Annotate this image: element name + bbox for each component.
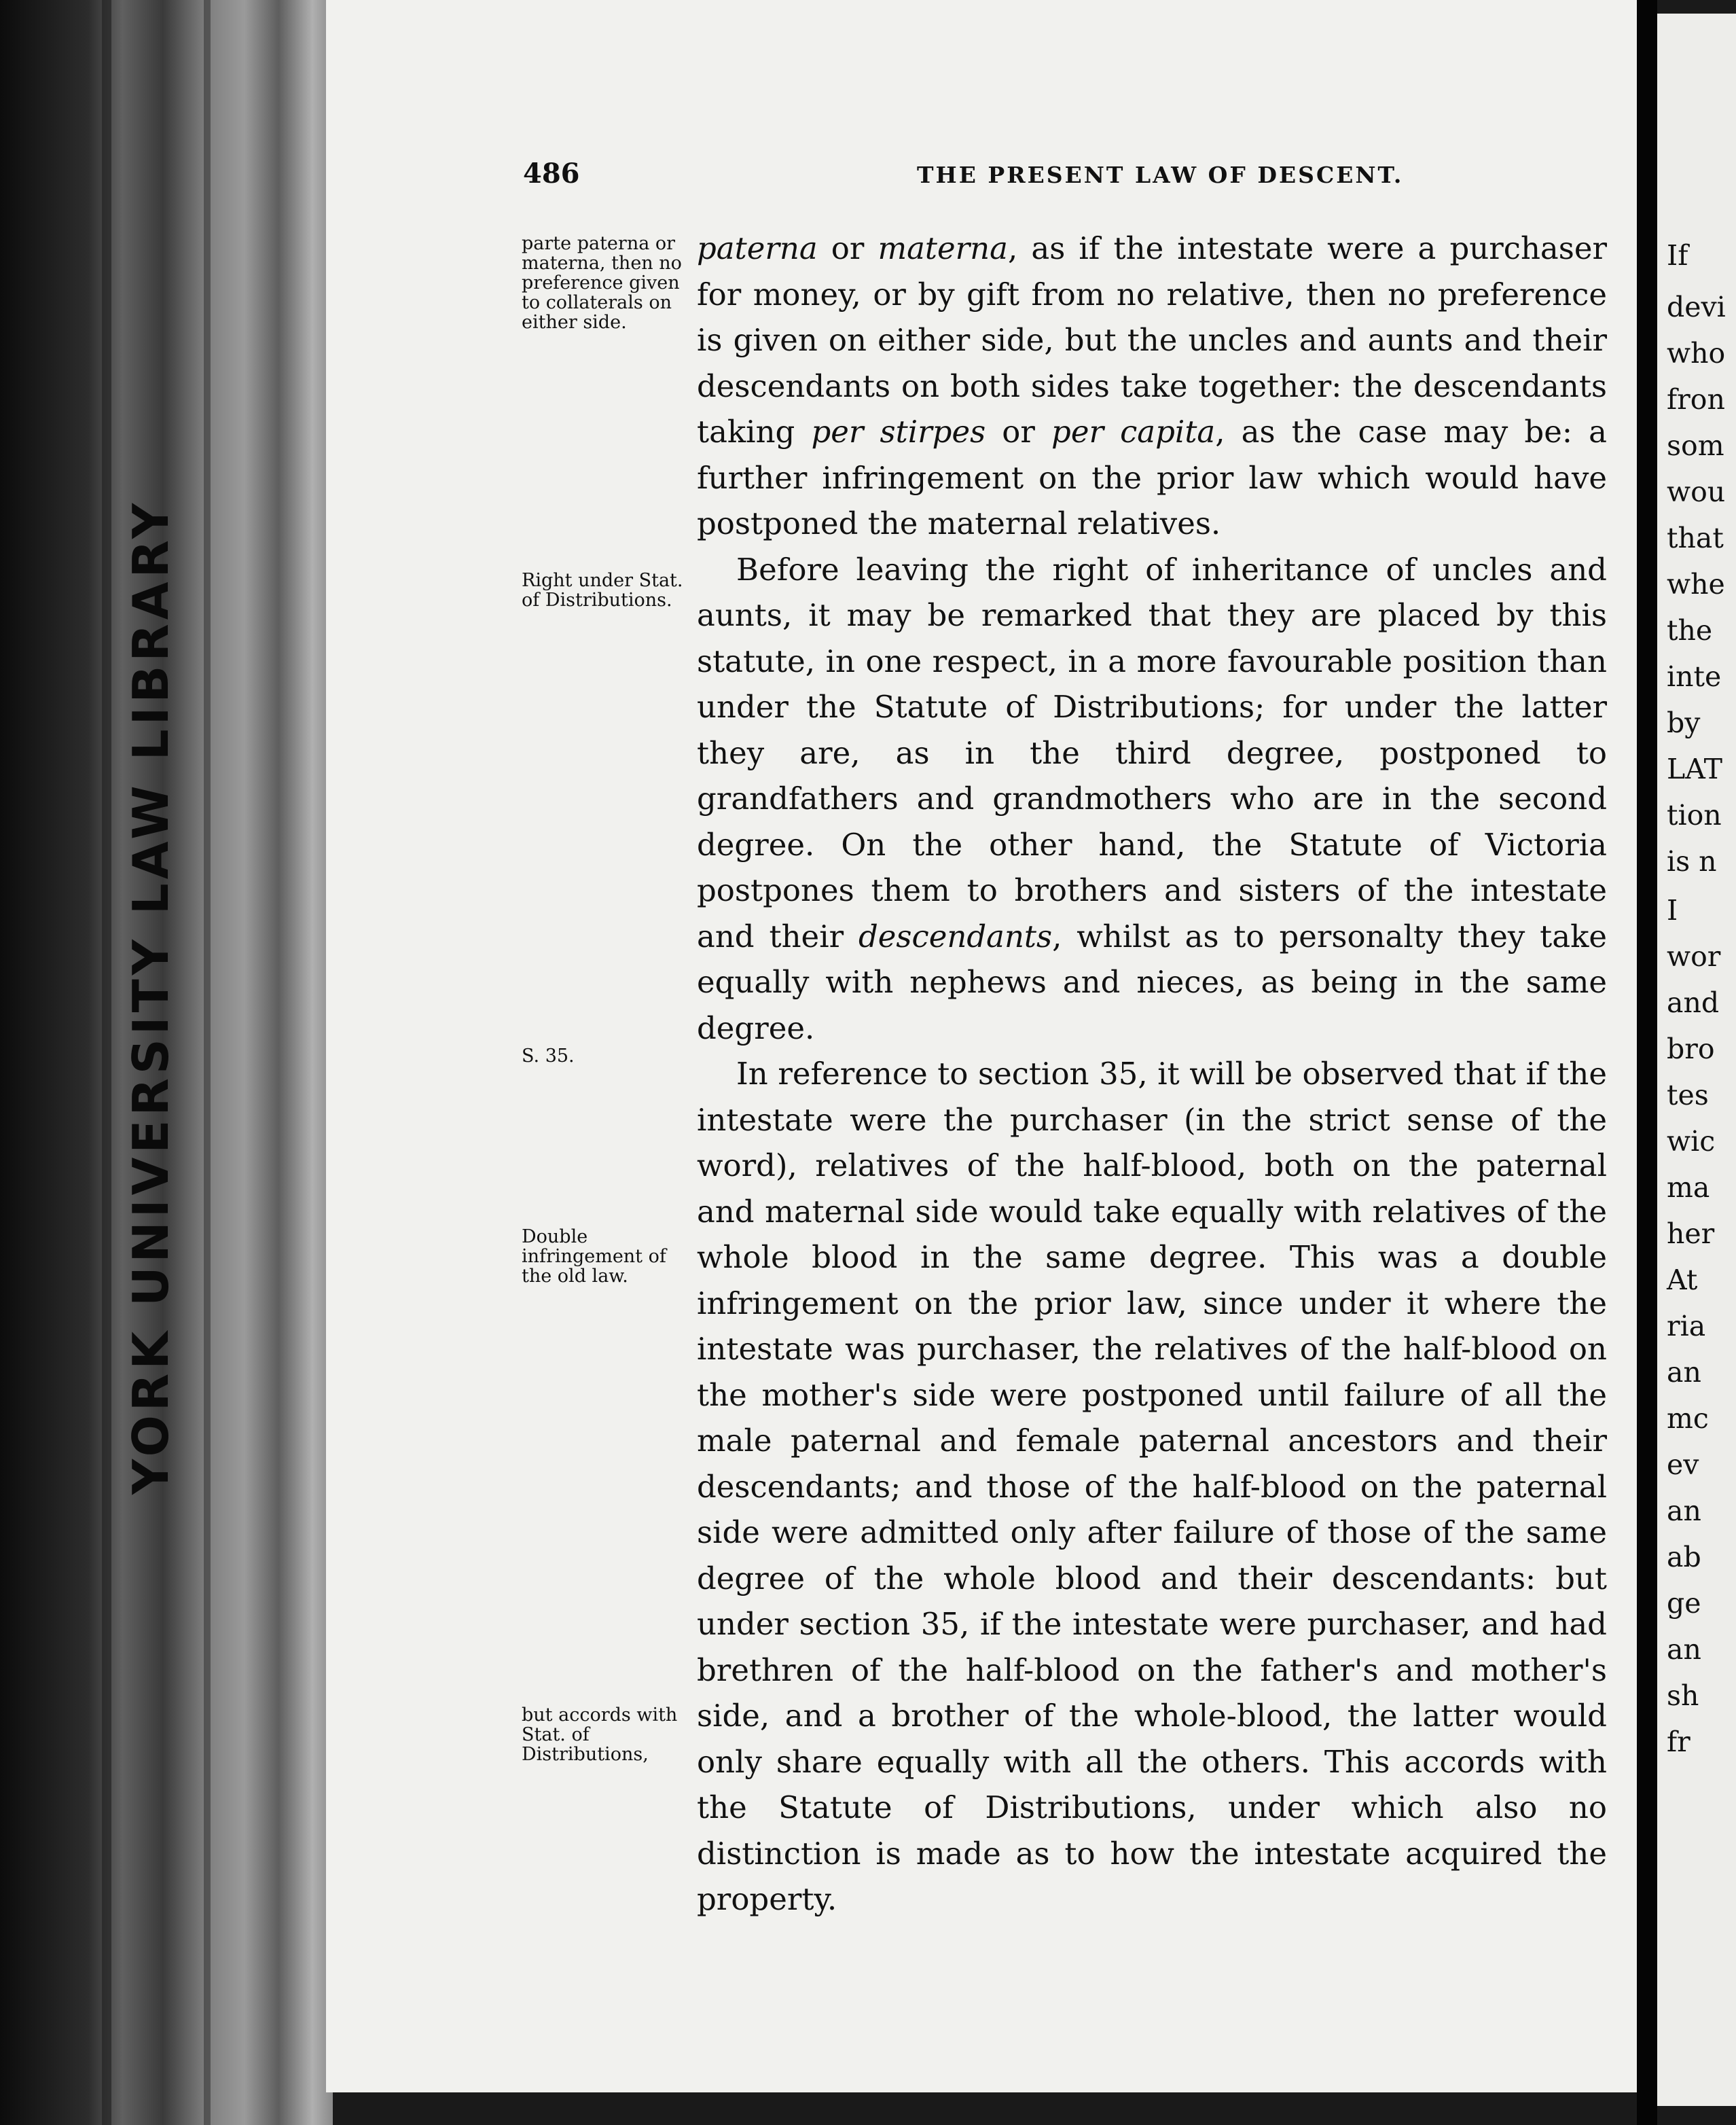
text-fragment: her	[1667, 1217, 1715, 1250]
text-fragment: At	[1667, 1264, 1698, 1296]
paragraph: Before leaving the right of inheritance of uncles and aunts, it may be remarked that they are placed by this statute, in one respect, in a more favourable position than under the Statute of Distributions; for under the latter they are, as in the third degree, postponed to grandfathers and grandmothers who are in the second degree. On the other hand, the Statute of Victoria postpones them to brothers and sisters of the intestate and their descendants, whilst as to personalty they take equally with nephews and nieces, as being in the same degree.	[697, 551, 1607, 1046]
text-fragment: ria	[1667, 1310, 1706, 1342]
margin-note: Right under Stat. of Distributions.	[522, 570, 683, 611]
text-fragment: an	[1667, 1356, 1701, 1389]
text-fragment: whe	[1667, 568, 1725, 601]
text-fragment: mc	[1667, 1402, 1709, 1435]
text-fragment: an	[1667, 1633, 1701, 1666]
text-fragment: If	[1667, 239, 1688, 272]
text-fragment: som	[1667, 429, 1724, 462]
paragraph: In reference to section 35, it will be observed that if the intestate were the purchaser (in the strict sense of the word), relatives of the half-blood, both on the paternal and maternal side would take equally with relatives of the whole blood in the same degree. This was a double infringement on the prior law, since under it where the intestate was purchaser, the relatives of the half-blood on the mother's side were postponed until failure of all the male paternal and female paternal ancestors and their descendants; and those of the half-blood on the paternal side were admitted only after failure of those of the same degree of the whole blood and their descendants: but under section 35, if the intestate were purchaser, and had brethren of the half-blood on the father's and mother's side, and a brother of the whole-blood, the latter would only share equally with all the others. This accords with the Statute of Distributions, under which also no distinction is made as to how the intestate acquired the property.	[697, 1056, 1607, 1917]
text-fragment: an	[1667, 1495, 1701, 1527]
adjacent-page	[1657, 14, 1736, 2106]
running-head: THE PRESENT LAW OF DESCENT.	[917, 162, 1404, 188]
text-fragment: wic	[1667, 1125, 1716, 1158]
text-fragment: by	[1667, 707, 1701, 739]
text-fragment: fr	[1667, 1726, 1690, 1758]
library-stamp: YORK UNIVERSITY LAW LIBRARY	[122, 499, 179, 1495]
text-fragment: tes	[1667, 1079, 1709, 1111]
text-fragment: ev	[1667, 1448, 1699, 1481]
text-fragment: that	[1667, 522, 1724, 554]
book-spine	[0, 0, 333, 2125]
page-number: 486	[523, 158, 580, 190]
text-fragment: wor	[1667, 940, 1721, 973]
text-fragment: ab	[1667, 1541, 1701, 1573]
text-fragment: sh	[1667, 1679, 1699, 1712]
text-fragment: devi	[1667, 291, 1726, 323]
text-fragment: LAT	[1667, 753, 1722, 785]
paragraph: paterna or materna, as if the intestate were a purchaser for money, or by gift from no relative, then no preference is given on either side, but the uncles and aunts and their descendants on both sides take together: the descendants taking per stirpes or per capita, as the case may be: a further infringement on the prior law which would have postponed the maternal relatives.	[697, 230, 1607, 541]
text-fragment: the	[1667, 614, 1713, 647]
text-fragment: tion	[1667, 799, 1722, 832]
text-fragment: who	[1667, 337, 1726, 370]
text-fragment: and	[1667, 986, 1720, 1019]
text-fragment: ma	[1667, 1171, 1710, 1204]
text-fragment: inte	[1667, 660, 1722, 693]
page-edge	[204, 0, 211, 2125]
page-edge	[102, 0, 111, 2125]
margin-note: parte paterna or materna, then no preference given to collaterals on either side.	[522, 233, 682, 333]
body-text	[697, 226, 1607, 1923]
margin-note: Double infringement of the old law.	[522, 1226, 666, 1287]
page-gutter	[1637, 0, 1657, 2125]
text-fragment: wou	[1667, 476, 1726, 508]
text-fragment: bro	[1667, 1033, 1715, 1065]
text-fragment: is n	[1667, 845, 1717, 878]
text-fragment: I	[1667, 894, 1678, 927]
margin-note: but accords with Stat. of Distributions,	[522, 1704, 678, 1765]
margin-note: S. 35.	[522, 1046, 575, 1067]
text-fragment: fron	[1667, 383, 1725, 416]
text-fragment: ge	[1667, 1587, 1701, 1620]
